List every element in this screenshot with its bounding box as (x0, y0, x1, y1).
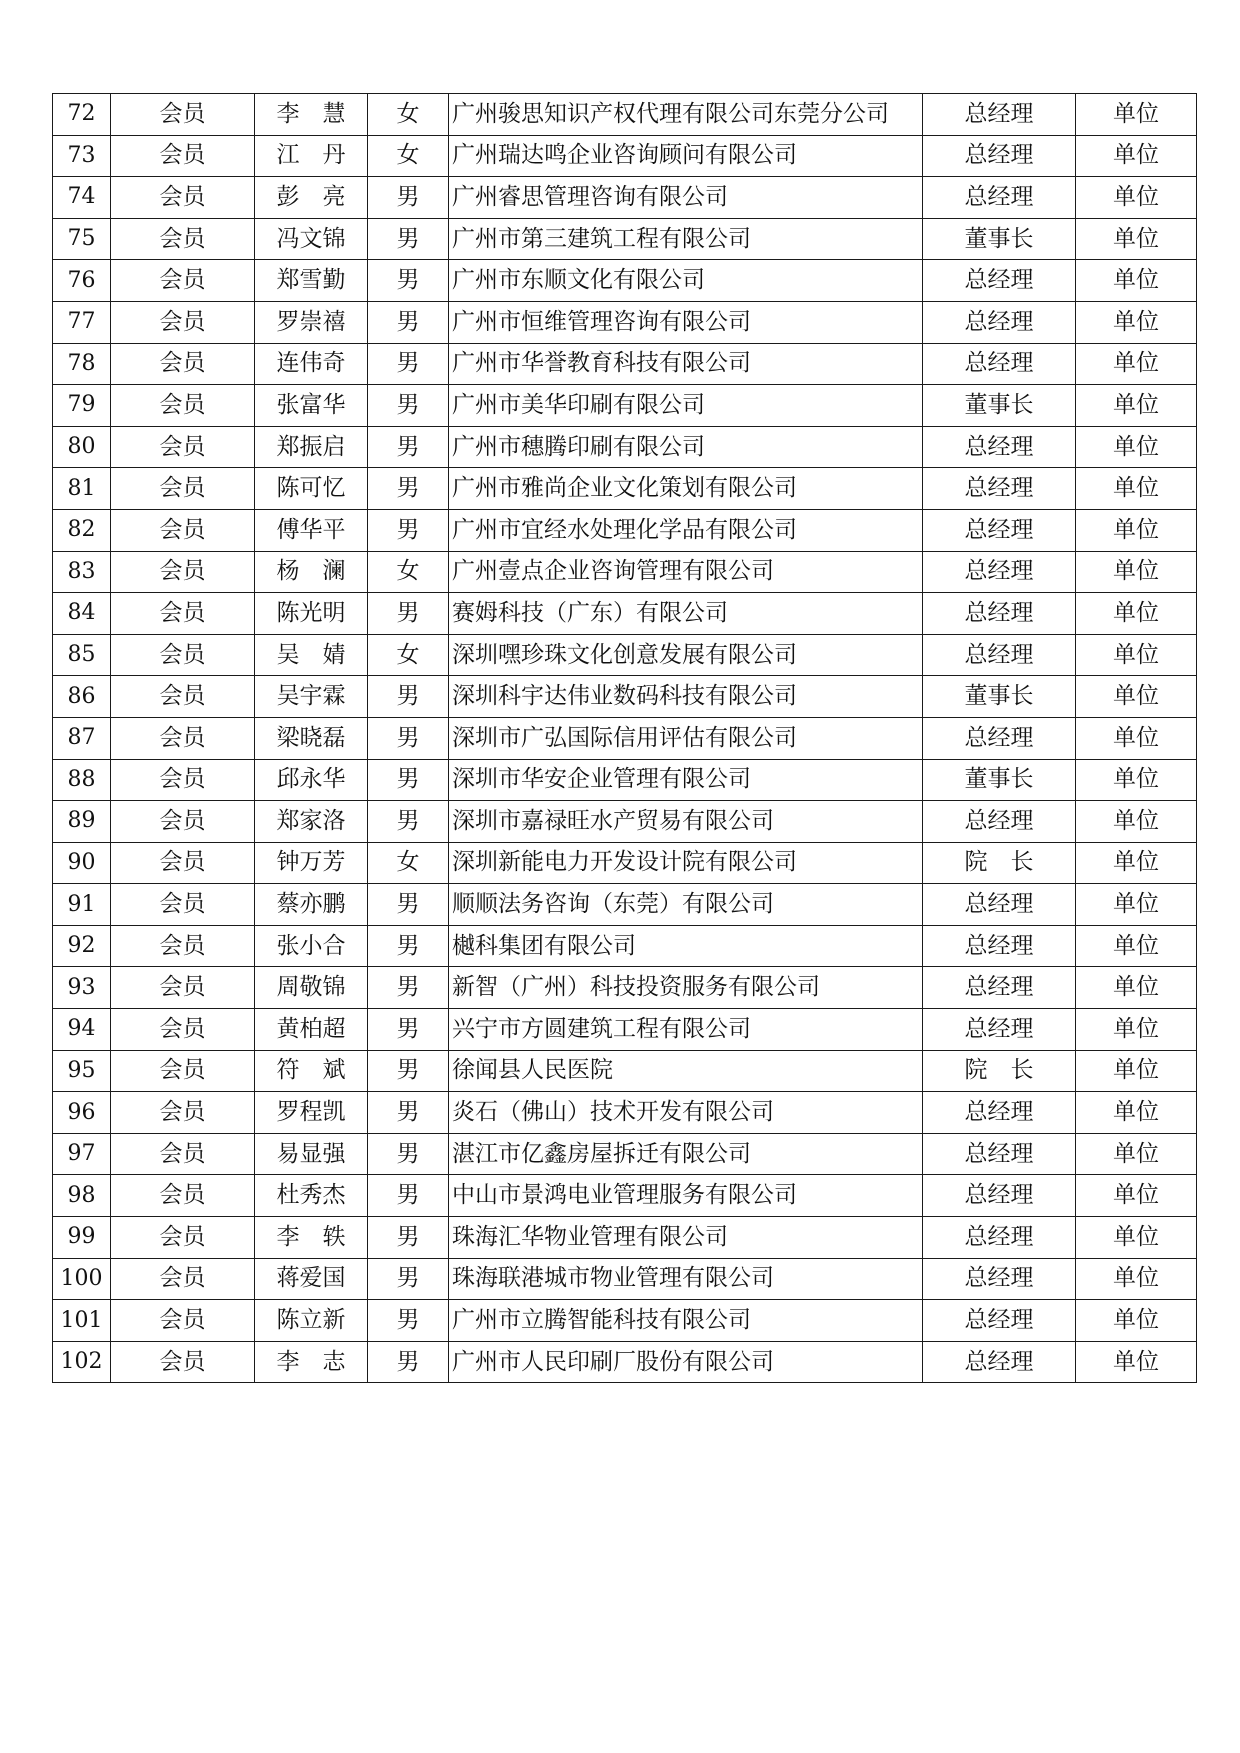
company-name-cell: 广州骏思知识产权代理有限公司东莞分公司 (449, 94, 923, 136)
member-gender-cell: 女 (368, 94, 449, 136)
member-position-cell: 总经理 (923, 1175, 1076, 1217)
member-category-cell: 单位 (1076, 135, 1197, 177)
member-name-cell: 江 丹 (255, 135, 368, 177)
row-number-cell: 92 (53, 925, 111, 967)
row-number-cell: 76 (53, 260, 111, 302)
member-name-cell: 黄柏超 (255, 1009, 368, 1051)
member-position-cell: 董事长 (923, 385, 1076, 427)
member-gender-cell: 男 (368, 1175, 449, 1217)
member-gender-cell: 男 (368, 1050, 449, 1092)
company-name-cell: 深圳科宇达伟业数码科技有限公司 (449, 676, 923, 718)
table-row (53, 218, 1197, 260)
member-gender-cell: 男 (368, 343, 449, 385)
member-name-cell: 李 轶 (255, 1217, 368, 1259)
table-row (53, 759, 1197, 801)
table-row (53, 1258, 1197, 1300)
member-type-cell: 会员 (111, 676, 255, 718)
member-position-cell: 总经理 (923, 260, 1076, 302)
member-category-cell: 单位 (1076, 218, 1197, 260)
table-row (53, 301, 1197, 343)
member-position-cell: 总经理 (923, 301, 1076, 343)
member-category-cell: 单位 (1076, 1009, 1197, 1051)
table-row (53, 1175, 1197, 1217)
member-gender-cell: 男 (368, 593, 449, 635)
member-category-cell: 单位 (1076, 634, 1197, 676)
member-name-cell: 冯文锦 (255, 218, 368, 260)
member-name-cell: 梁晓磊 (255, 717, 368, 759)
member-type-cell: 会员 (111, 1300, 255, 1342)
member-gender-cell: 男 (368, 884, 449, 926)
table-row (53, 593, 1197, 635)
member-gender-cell: 男 (368, 260, 449, 302)
table-row (53, 676, 1197, 718)
row-number-cell: 81 (53, 468, 111, 510)
member-position-cell: 总经理 (923, 717, 1076, 759)
member-category-cell: 单位 (1076, 1341, 1197, 1383)
member-name-cell: 蔡亦鹏 (255, 884, 368, 926)
member-type-cell: 会员 (111, 426, 255, 468)
company-name-cell: 广州市立腾智能科技有限公司 (449, 1300, 923, 1342)
member-type-cell: 会员 (111, 135, 255, 177)
company-name-cell: 樾科集团有限公司 (449, 925, 923, 967)
member-name-cell: 陈立新 (255, 1300, 368, 1342)
member-category-cell: 单位 (1076, 593, 1197, 635)
member-type-cell: 会员 (111, 801, 255, 843)
member-type-cell: 会员 (111, 509, 255, 551)
member-position-cell: 总经理 (923, 468, 1076, 510)
company-name-cell: 广州市宜经水处理化学品有限公司 (449, 509, 923, 551)
company-name-cell: 中山市景鸿电业管理服务有限公司 (449, 1175, 923, 1217)
row-number-cell: 95 (53, 1050, 111, 1092)
company-name-cell: 广州壹点企业咨询管理有限公司 (449, 551, 923, 593)
row-number-cell: 89 (53, 801, 111, 843)
member-position-cell: 总经理 (923, 634, 1076, 676)
company-name-cell: 珠海联港城市物业管理有限公司 (449, 1258, 923, 1300)
member-type-cell: 会员 (111, 177, 255, 219)
member-name-cell: 傅华平 (255, 509, 368, 551)
company-name-cell: 深圳市嘉禄旺水产贸易有限公司 (449, 801, 923, 843)
member-type-cell: 会员 (111, 634, 255, 676)
member-type-cell: 会员 (111, 759, 255, 801)
member-category-cell: 单位 (1076, 801, 1197, 843)
member-type-cell: 会员 (111, 1092, 255, 1134)
company-name-cell: 深圳市华安企业管理有限公司 (449, 759, 923, 801)
member-type-cell: 会员 (111, 593, 255, 635)
member-position-cell: 总经理 (923, 1009, 1076, 1051)
table-row (53, 177, 1197, 219)
member-position-cell: 总经理 (923, 426, 1076, 468)
row-number-cell: 85 (53, 634, 111, 676)
member-position-cell: 总经理 (923, 1258, 1076, 1300)
member-position-cell: 总经理 (923, 801, 1076, 843)
member-gender-cell: 男 (368, 1258, 449, 1300)
table-row (53, 385, 1197, 427)
row-number-cell: 79 (53, 385, 111, 427)
row-number-cell: 91 (53, 884, 111, 926)
member-position-cell: 总经理 (923, 551, 1076, 593)
row-number-cell: 97 (53, 1133, 111, 1175)
member-type-cell: 会员 (111, 468, 255, 510)
member-gender-cell: 男 (368, 1300, 449, 1342)
company-name-cell: 湛江市亿鑫房屋拆迁有限公司 (449, 1133, 923, 1175)
member-name-cell: 李 志 (255, 1341, 368, 1383)
member-type-cell: 会员 (111, 1341, 255, 1383)
row-number-cell: 77 (53, 301, 111, 343)
member-category-cell: 单位 (1076, 1175, 1197, 1217)
member-gender-cell: 男 (368, 1009, 449, 1051)
company-name-cell: 广州市恒维管理咨询有限公司 (449, 301, 923, 343)
table-row (53, 634, 1197, 676)
member-type-cell: 会员 (111, 717, 255, 759)
row-number-cell: 99 (53, 1217, 111, 1259)
row-number-cell: 75 (53, 218, 111, 260)
member-category-cell: 单位 (1076, 1217, 1197, 1259)
member-name-cell: 蒋爱国 (255, 1258, 368, 1300)
member-category-cell: 单位 (1076, 884, 1197, 926)
member-gender-cell: 男 (368, 301, 449, 343)
member-position-cell: 院 长 (923, 842, 1076, 884)
member-name-cell: 郑家洛 (255, 801, 368, 843)
member-position-cell: 总经理 (923, 343, 1076, 385)
member-position-cell: 总经理 (923, 509, 1076, 551)
table-row (53, 1217, 1197, 1259)
company-name-cell: 顺顺法务咨询（东莞）有限公司 (449, 884, 923, 926)
table-row (53, 426, 1197, 468)
member-gender-cell: 男 (368, 967, 449, 1009)
member-category-cell: 单位 (1076, 717, 1197, 759)
member-category-cell: 单位 (1076, 842, 1197, 884)
member-type-cell: 会员 (111, 343, 255, 385)
table-row (53, 925, 1197, 967)
table-row (53, 884, 1197, 926)
table-row (53, 1133, 1197, 1175)
member-gender-cell: 男 (368, 717, 449, 759)
member-category-cell: 单位 (1076, 1300, 1197, 1342)
member-name-cell: 邱永华 (255, 759, 368, 801)
table-row (53, 509, 1197, 551)
member-gender-cell: 男 (368, 1092, 449, 1134)
row-number-cell: 90 (53, 842, 111, 884)
table-row (53, 343, 1197, 385)
member-category-cell: 单位 (1076, 1133, 1197, 1175)
table-row (53, 1050, 1197, 1092)
member-position-cell: 总经理 (923, 1092, 1076, 1134)
member-type-cell: 会员 (111, 301, 255, 343)
row-number-cell: 94 (53, 1009, 111, 1051)
company-name-cell: 广州市华誉教育科技有限公司 (449, 343, 923, 385)
member-gender-cell: 男 (368, 925, 449, 967)
member-table-body (53, 94, 1197, 1383)
member-category-cell: 单位 (1076, 676, 1197, 718)
member-type-cell: 会员 (111, 925, 255, 967)
member-category-cell: 单位 (1076, 759, 1197, 801)
member-name-cell: 陈可忆 (255, 468, 368, 510)
member-gender-cell: 男 (368, 385, 449, 427)
company-name-cell: 深圳嘿珍珠文化创意发展有限公司 (449, 634, 923, 676)
row-number-cell: 78 (53, 343, 111, 385)
member-category-cell: 单位 (1076, 925, 1197, 967)
member-name-cell: 郑振启 (255, 426, 368, 468)
member-gender-cell: 男 (368, 676, 449, 718)
company-name-cell: 兴宁市方圆建筑工程有限公司 (449, 1009, 923, 1051)
row-number-cell: 102 (53, 1341, 111, 1383)
member-name-cell: 钟万芳 (255, 842, 368, 884)
member-gender-cell: 女 (368, 551, 449, 593)
member-position-cell: 总经理 (923, 177, 1076, 219)
table-row (53, 260, 1197, 302)
company-name-cell: 珠海汇华物业管理有限公司 (449, 1217, 923, 1259)
member-type-cell: 会员 (111, 94, 255, 136)
row-number-cell: 88 (53, 759, 111, 801)
member-type-cell: 会员 (111, 884, 255, 926)
member-category-cell: 单位 (1076, 94, 1197, 136)
company-name-cell: 深圳新能电力开发设计院有限公司 (449, 842, 923, 884)
member-name-cell: 连伟奇 (255, 343, 368, 385)
member-gender-cell: 男 (368, 801, 449, 843)
member-name-cell: 郑雪勤 (255, 260, 368, 302)
member-category-cell: 单位 (1076, 177, 1197, 219)
member-name-cell: 张小合 (255, 925, 368, 967)
member-category-cell: 单位 (1076, 260, 1197, 302)
member-name-cell: 李 慧 (255, 94, 368, 136)
member-type-cell: 会员 (111, 218, 255, 260)
member-gender-cell: 男 (368, 759, 449, 801)
company-name-cell: 炎石（佛山）技术开发有限公司 (449, 1092, 923, 1134)
member-type-cell: 会员 (111, 1050, 255, 1092)
member-position-cell: 总经理 (923, 1217, 1076, 1259)
member-position-cell: 总经理 (923, 593, 1076, 635)
member-position-cell: 总经理 (923, 925, 1076, 967)
member-gender-cell: 女 (368, 634, 449, 676)
member-type-cell: 会员 (111, 1133, 255, 1175)
member-name-cell: 罗程凯 (255, 1092, 368, 1134)
member-gender-cell: 男 (368, 1133, 449, 1175)
row-number-cell: 84 (53, 593, 111, 635)
member-gender-cell: 男 (368, 218, 449, 260)
row-number-cell: 80 (53, 426, 111, 468)
table-row (53, 94, 1197, 136)
row-number-cell: 73 (53, 135, 111, 177)
member-gender-cell: 男 (368, 509, 449, 551)
member-gender-cell: 男 (368, 1341, 449, 1383)
member-category-cell: 单位 (1076, 343, 1197, 385)
member-position-cell: 总经理 (923, 1300, 1076, 1342)
member-position-cell: 总经理 (923, 135, 1076, 177)
member-name-cell: 杨 澜 (255, 551, 368, 593)
member-type-cell: 会员 (111, 260, 255, 302)
table-row (53, 135, 1197, 177)
member-name-cell: 吴 婧 (255, 634, 368, 676)
member-category-cell: 单位 (1076, 426, 1197, 468)
table-row (53, 468, 1197, 510)
row-number-cell: 93 (53, 967, 111, 1009)
company-name-cell: 徐闻县人民医院 (449, 1050, 923, 1092)
member-position-cell: 院 长 (923, 1050, 1076, 1092)
table-row (53, 967, 1197, 1009)
member-name-cell: 符 斌 (255, 1050, 368, 1092)
company-name-cell: 广州市东顺文化有限公司 (449, 260, 923, 302)
member-name-cell: 张富华 (255, 385, 368, 427)
member-table (52, 93, 1197, 1383)
member-type-cell: 会员 (111, 842, 255, 884)
row-number-cell: 82 (53, 509, 111, 551)
member-position-cell: 总经理 (923, 1341, 1076, 1383)
member-position-cell: 总经理 (923, 967, 1076, 1009)
company-name-cell: 广州市穗腾印刷有限公司 (449, 426, 923, 468)
row-number-cell: 101 (53, 1300, 111, 1342)
row-number-cell: 96 (53, 1092, 111, 1134)
member-category-cell: 单位 (1076, 301, 1197, 343)
member-category-cell: 单位 (1076, 551, 1197, 593)
member-position-cell: 董事长 (923, 759, 1076, 801)
company-name-cell: 新智（广州）科技投资服务有限公司 (449, 967, 923, 1009)
company-name-cell: 广州市人民印刷厂股份有限公司 (449, 1341, 923, 1383)
table-row (53, 717, 1197, 759)
company-name-cell: 广州瑞达鸣企业咨询顾问有限公司 (449, 135, 923, 177)
table-row (53, 551, 1197, 593)
member-type-cell: 会员 (111, 1175, 255, 1217)
member-gender-cell: 女 (368, 842, 449, 884)
member-position-cell: 总经理 (923, 884, 1076, 926)
member-category-cell: 单位 (1076, 1050, 1197, 1092)
member-category-cell: 单位 (1076, 967, 1197, 1009)
member-category-cell: 单位 (1076, 468, 1197, 510)
member-name-cell: 彭 亮 (255, 177, 368, 219)
table-row (53, 1092, 1197, 1134)
member-gender-cell: 男 (368, 426, 449, 468)
member-position-cell: 总经理 (923, 1133, 1076, 1175)
row-number-cell: 83 (53, 551, 111, 593)
company-name-cell: 广州市美华印刷有限公司 (449, 385, 923, 427)
member-category-cell: 单位 (1076, 509, 1197, 551)
member-name-cell: 杜秀杰 (255, 1175, 368, 1217)
member-position-cell: 总经理 (923, 94, 1076, 136)
row-number-cell: 74 (53, 177, 111, 219)
member-category-cell: 单位 (1076, 385, 1197, 427)
table-row (53, 801, 1197, 843)
member-type-cell: 会员 (111, 1217, 255, 1259)
member-gender-cell: 男 (368, 1217, 449, 1259)
row-number-cell: 100 (53, 1258, 111, 1300)
member-type-cell: 会员 (111, 385, 255, 427)
member-position-cell: 董事长 (923, 218, 1076, 260)
member-type-cell: 会员 (111, 1258, 255, 1300)
member-name-cell: 陈光明 (255, 593, 368, 635)
row-number-cell: 87 (53, 717, 111, 759)
member-name-cell: 易显强 (255, 1133, 368, 1175)
company-name-cell: 赛姆科技（广东）有限公司 (449, 593, 923, 635)
member-type-cell: 会员 (111, 1009, 255, 1051)
member-gender-cell: 男 (368, 177, 449, 219)
table-row (53, 1341, 1197, 1383)
member-name-cell: 吴宇霖 (255, 676, 368, 718)
table-row (53, 1009, 1197, 1051)
member-category-cell: 单位 (1076, 1258, 1197, 1300)
member-type-cell: 会员 (111, 967, 255, 1009)
member-name-cell: 周敬锦 (255, 967, 368, 1009)
row-number-cell: 86 (53, 676, 111, 718)
row-number-cell: 98 (53, 1175, 111, 1217)
member-position-cell: 董事长 (923, 676, 1076, 718)
company-name-cell: 广州市第三建筑工程有限公司 (449, 218, 923, 260)
member-gender-cell: 男 (368, 468, 449, 510)
company-name-cell: 广州市雅尚企业文化策划有限公司 (449, 468, 923, 510)
member-name-cell: 罗崇禧 (255, 301, 368, 343)
member-type-cell: 会员 (111, 551, 255, 593)
table-row (53, 842, 1197, 884)
member-category-cell: 单位 (1076, 1092, 1197, 1134)
company-name-cell: 深圳市广弘国际信用评估有限公司 (449, 717, 923, 759)
row-number-cell: 72 (53, 94, 111, 136)
company-name-cell: 广州睿思管理咨询有限公司 (449, 177, 923, 219)
member-gender-cell: 女 (368, 135, 449, 177)
table-row (53, 1300, 1197, 1342)
